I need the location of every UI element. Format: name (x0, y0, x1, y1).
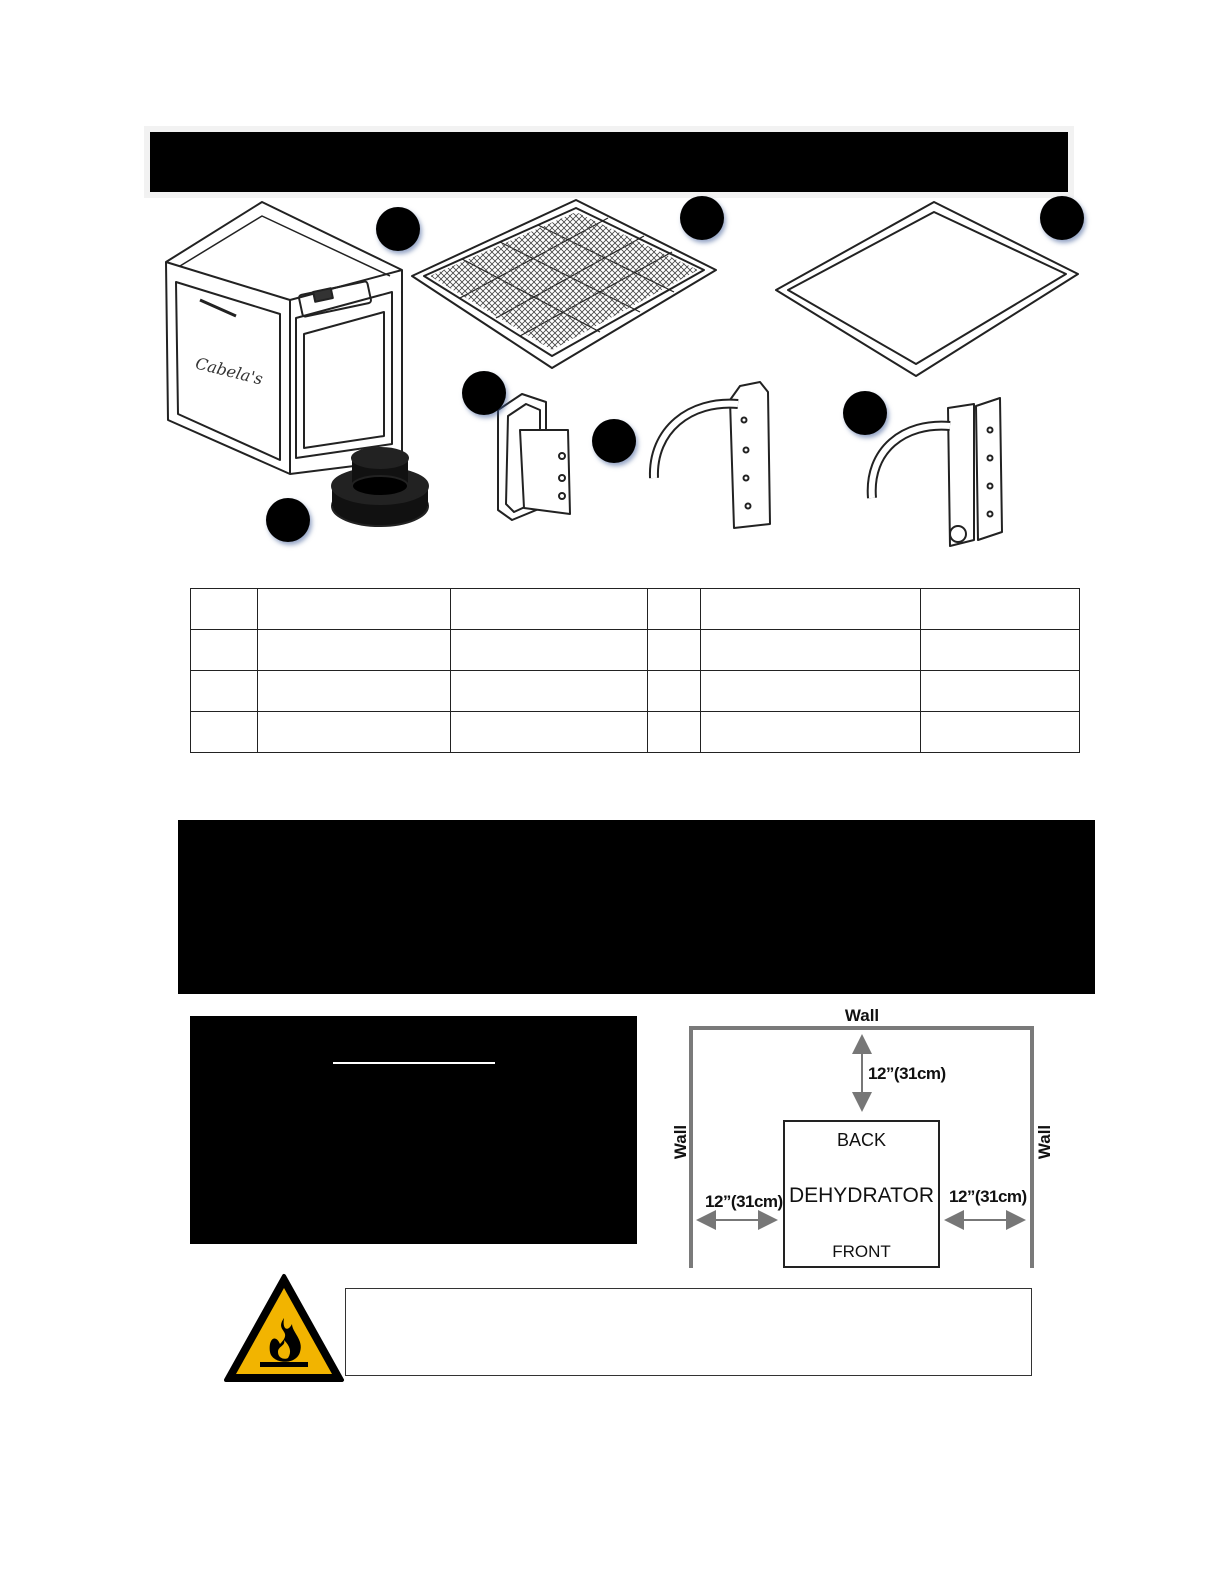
svg-text:Cabela's: Cabela's (193, 353, 265, 389)
table-cell (921, 712, 1080, 753)
callout-dehydrator (376, 207, 420, 251)
table-cell (451, 589, 648, 630)
table-row (191, 589, 1080, 630)
dehydrator-unit-image (166, 202, 402, 474)
wall-right-label: Wall (1035, 1124, 1054, 1160)
table-cell (258, 712, 451, 753)
table-cell (701, 630, 921, 671)
top-clearance-label: 12”(31cm) (868, 1064, 946, 1083)
solid-tray-image (776, 202, 1078, 376)
back-label: BACK (836, 1130, 887, 1150)
table-cell (701, 712, 921, 753)
dehydrator-label: DEHYDRATOR (788, 1184, 935, 1207)
jerky-hanger-image (654, 382, 770, 528)
placement-instructions-box (178, 820, 1095, 994)
warning-box (190, 1016, 637, 1244)
callout-drip-pan (462, 371, 506, 415)
table-cell (451, 712, 648, 753)
callout-hinged-hanger (843, 391, 887, 435)
table-row (191, 630, 1080, 671)
front-label: FRONT (832, 1242, 891, 1261)
fire-warning-note (345, 1288, 1032, 1376)
callout-jerky-hanger (592, 419, 636, 463)
flammable-warning-icon (222, 1272, 346, 1384)
table-cell (701, 589, 921, 630)
table-row (191, 712, 1080, 753)
table-cell (191, 671, 258, 712)
table-cell (191, 589, 258, 630)
table-cell (191, 630, 258, 671)
table-cell (648, 589, 701, 630)
table-cell (701, 671, 921, 712)
table-cell (258, 671, 451, 712)
table-cell (258, 630, 451, 671)
table-cell (921, 589, 1080, 630)
parts-header (144, 126, 1074, 198)
parts-header-bar (150, 132, 1068, 192)
wall-top-label: Wall (844, 1006, 880, 1025)
table-row (191, 671, 1080, 712)
drip-bracket-image (498, 394, 570, 520)
table-cell (921, 671, 1080, 712)
table-cell (258, 589, 451, 630)
table-cell (191, 712, 258, 753)
callout-vent-cap (266, 498, 310, 542)
table-cell (921, 630, 1080, 671)
table-cell (451, 671, 648, 712)
table-cell (648, 630, 701, 671)
table-cell (648, 712, 701, 753)
wall-left-label: Wall (671, 1124, 690, 1160)
callout-solid-tray (1040, 196, 1084, 240)
parts-table (190, 588, 1080, 753)
table-cell (451, 630, 648, 671)
left-clearance-label: 12”(31cm) (705, 1192, 783, 1211)
table-cell (648, 671, 701, 712)
callout-mesh-tray (680, 196, 724, 240)
hinged-hanger-image (872, 398, 1002, 546)
mesh-tray-image (412, 200, 716, 368)
right-clearance-label: 12”(31cm) (949, 1187, 1027, 1206)
warning-heading-underline (333, 1062, 495, 1064)
